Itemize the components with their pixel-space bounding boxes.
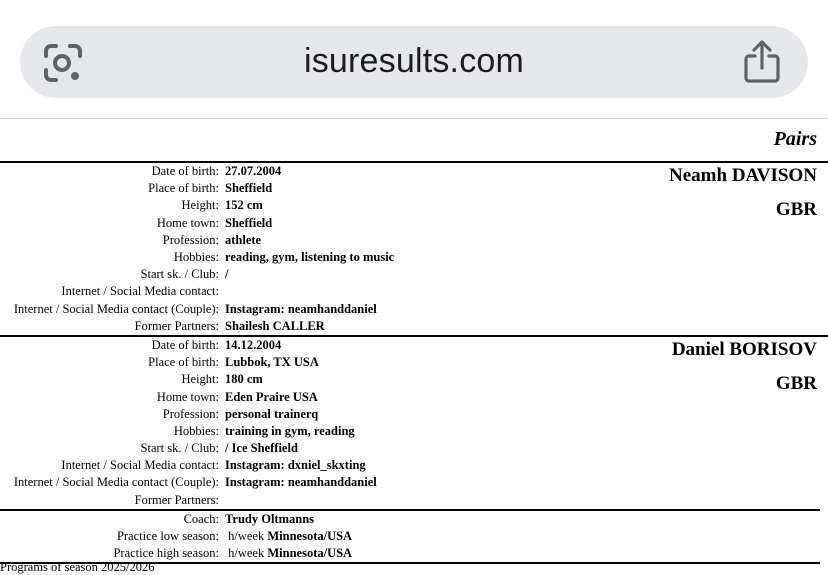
field-value: Instagram: dxniel_skxting xyxy=(225,458,366,473)
table-row xyxy=(0,457,377,474)
field-label: Internet / Social Media contact (Couple): xyxy=(13,475,219,490)
table-row xyxy=(0,354,377,371)
field-label: Start sk. / Club: xyxy=(140,267,219,282)
field-value: 152 cm xyxy=(225,198,263,213)
table-row xyxy=(0,440,377,457)
field-label: Internet / Social Media contact: xyxy=(61,284,219,299)
field-label: Internet / Social Media contact (Couple): xyxy=(13,301,219,316)
field-value: Shailesh CALLER xyxy=(225,318,325,333)
table-row xyxy=(0,388,377,405)
share-icon[interactable] xyxy=(742,40,782,84)
field-label: Height: xyxy=(181,372,219,387)
table-row xyxy=(0,232,394,249)
field-value: personal trainerq xyxy=(225,406,319,421)
field-label: Date of birth: xyxy=(151,164,219,179)
table-row xyxy=(0,511,352,528)
field-label: Profession: xyxy=(162,232,219,247)
skater-block-2 xyxy=(0,335,828,509)
field-label: Profession: xyxy=(162,406,219,421)
next-section-heading-cut: Programs of season 2025/2026 xyxy=(0,560,155,574)
field-label: Hobbies: xyxy=(173,250,219,265)
table-row xyxy=(0,215,394,232)
field-value: Eden Praire USA xyxy=(225,389,318,404)
browser-toolbar xyxy=(0,0,828,119)
practice-low-value xyxy=(225,528,352,545)
field-value: Lubbok, TX USA xyxy=(225,355,319,370)
skater-nation: GBR xyxy=(775,372,817,394)
field-label: Home town: xyxy=(156,215,219,230)
table-row xyxy=(0,318,394,335)
coach-info-table xyxy=(0,511,352,563)
field-label: Date of birth: xyxy=(151,337,219,352)
field-value: Instagram: neamhanddaniel xyxy=(225,475,377,490)
practice-low-hours: h/week xyxy=(225,529,268,544)
field-label: Former Partners: xyxy=(134,318,219,333)
table-row xyxy=(0,474,377,491)
google-lens-icon[interactable] xyxy=(42,42,84,84)
table-row xyxy=(0,301,394,318)
table-row xyxy=(0,337,377,354)
practice-high-hours: h/week xyxy=(225,546,268,561)
practice-low-label: Practice low season: xyxy=(116,529,219,544)
table-row xyxy=(0,371,377,388)
url-text[interactable]: isuresults.com xyxy=(303,42,525,80)
field-value: 27.07.2004 xyxy=(225,164,282,179)
practice-high-place: Minnesota/USA xyxy=(267,546,353,561)
coach-label: Coach: xyxy=(183,511,219,526)
coach-value: Trudy Oltmanns xyxy=(225,511,315,526)
skater-nation: GBR xyxy=(775,199,817,220)
field-value: / xyxy=(225,267,229,282)
table-row xyxy=(0,283,394,300)
field-label: Height: xyxy=(181,198,219,213)
skater-block-1 xyxy=(0,161,828,335)
category-row xyxy=(0,119,828,161)
field-value: 180 cm xyxy=(225,372,263,387)
table-row xyxy=(0,180,394,197)
category-title: Pairs xyxy=(773,128,817,150)
table-row xyxy=(0,266,394,283)
table-row xyxy=(0,423,377,440)
skater-info-table xyxy=(0,163,394,335)
skater-name: Daniel BORISOV xyxy=(671,338,817,360)
field-label: Home town: xyxy=(156,389,219,404)
field-value: / Ice Sheffield xyxy=(225,441,298,456)
table-row xyxy=(0,528,352,545)
field-value: reading, gym, listening to music xyxy=(225,250,395,265)
practice-low-place: Minnesota/USA xyxy=(267,529,353,544)
practice-high-label: Practice high season: xyxy=(113,546,219,561)
skater-name: Neamh DAVISON xyxy=(669,165,817,186)
practice-high-value xyxy=(225,545,352,562)
table-row xyxy=(0,197,394,214)
field-label: Internet / Social Media contact: xyxy=(61,458,219,473)
field-label: Place of birth: xyxy=(148,181,219,196)
field-value xyxy=(225,492,377,509)
field-value: Sheffield xyxy=(225,181,273,196)
table-row xyxy=(0,406,377,423)
table-row xyxy=(0,249,394,266)
field-value xyxy=(225,283,394,300)
field-label: Place of birth: xyxy=(148,355,219,370)
field-label: Start sk. / Club: xyxy=(140,441,219,456)
field-value: athlete xyxy=(225,232,262,247)
field-value: Instagram: neamhanddaniel xyxy=(225,301,377,316)
field-value: Sheffield xyxy=(225,215,273,230)
field-label: Hobbies: xyxy=(173,423,219,438)
field-value: 14.12.2004 xyxy=(225,337,282,352)
table-row xyxy=(0,492,377,509)
skater-info-table xyxy=(0,337,377,509)
field-label: Former Partners: xyxy=(134,492,219,507)
address-bar[interactable] xyxy=(20,26,808,98)
table-row xyxy=(0,163,394,180)
field-value: training in gym, reading xyxy=(225,423,355,438)
